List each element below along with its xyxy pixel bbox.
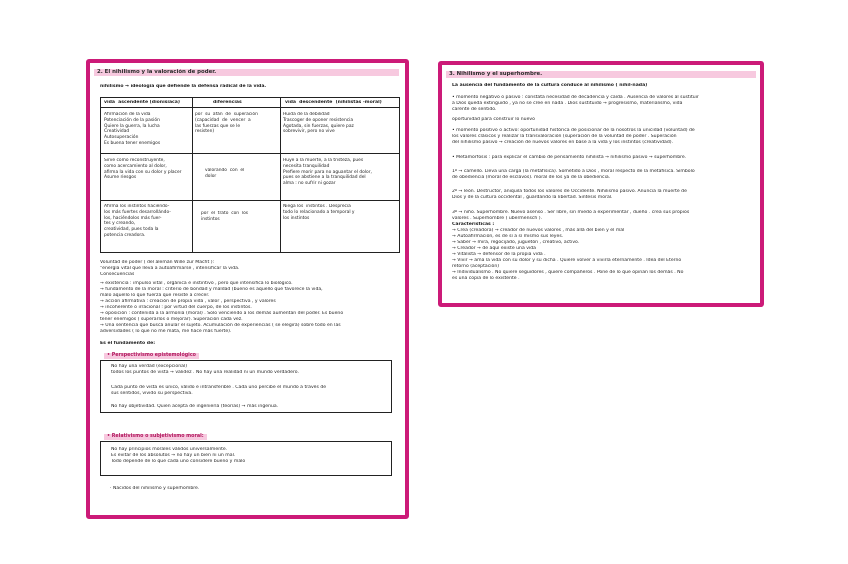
note-line: • momento positivo o activo: oportunidad histórica de posicionar de la nosotros la unicidad (voluntad) de (452, 128, 695, 133)
table-header-cell: vida ascendente (dionisíaca) (104, 100, 180, 105)
consequence-item: → acción afirmativa : creación de propia vida , valor , perspectiva , y valores (100, 299, 276, 304)
note-line: retorno (aceptación) (452, 264, 500, 269)
box-line: Cada punto de vista es único, válido e intransferible . Cada uno percibe el mundo a través de (111, 385, 327, 390)
table-header-cell: vida descendente (nihilistas -moral) (285, 100, 382, 105)
note-line: Características : (452, 222, 495, 227)
perspectivismo-box (100, 360, 392, 413)
notes-page-right (438, 61, 764, 307)
consequence-item: malo aquello lo que fuerza que resiste a crecer. (100, 293, 210, 298)
box-line: No hay objetividad. Quien acepta de ingeniería (teorías) → más ingenua. (111, 404, 279, 409)
box-line: sus sentidos, vivido su perspectiva. (111, 391, 193, 396)
box-line: Es evitar de los absolutos → no hay un bien ni un mal. (111, 453, 236, 458)
note-line: → Saber → mira, regocijado, juguetón , creativo, activo. (452, 240, 580, 245)
consequence-item: tener enemigos ( superarlos o mejorar). Superación cada vez. (100, 317, 243, 322)
table-cell: Huye a la muerte, a la tristeza, pues necesita tranquilidad Prefiere morir para no aguantar el dolor, pues se abstiene a la tranquilidad del alma : no sufrir ni gozar (283, 158, 372, 187)
note-line: a Dios queda extinguido , ya no se cree en nada . Dios sustituido → progresismo, materialismo, vida (452, 101, 683, 106)
nihilism-intro: La ausencia del fundamento de la cultura conduce al nihilismo ( nihil-nada) (452, 83, 648, 88)
section-heading: 3. Nihilismo y el superhombre. (446, 71, 756, 78)
note-line: valores . Superhombre ( übermensch ). (452, 216, 543, 221)
note-line: → Vitalista → defensor de la propia vida . (452, 252, 546, 257)
note-line: Dios y de la cultura occidental , guardando la libertad. Sintesis moral. (452, 195, 613, 200)
voluntad-line: Consecuencias (100, 272, 135, 277)
section-heading: 2. El nihilismo y la valoración de poder. (94, 69, 399, 76)
table-cell: Huida de la debilidad Trascoger de oponer resistencia Agotada, sin fuerzas, quiere paz sobrevivir, pero no vive (283, 112, 354, 135)
consequence-item: → Una sentencia que busca anular el sujeto. Acumulación de experiencias ( se elegirá) sobre todo en las (100, 323, 341, 328)
consequence-item: → existencia : impulso vital , orgánica e instintivo , pero que intensifica lo biológico. (100, 281, 293, 286)
table-cell: Afirmación de la vida Potenciación de la pasión Quiere la guerra, la lucha Creatividad Autosuperación Es buena tener enemigos (104, 112, 161, 146)
table-cell: Niega los instintos . Desprecia todo lo relacionado a temporal y los instintos (283, 204, 355, 221)
note-line: → Vivir → ama la vida con su dolor y su dicha . Quiere volver a vivirla eternamente . Idea del Eterno (452, 258, 682, 263)
note-line: del nihilismo pasivo → creación de nuevos valores en base a la vida y los instintos (creatividad). (452, 140, 673, 145)
table-divider (101, 200, 399, 201)
note-line: 1º → camello. Lleva una carga (la metafísica). Sometido a Dios , moral respecto de la metafísica. Símbolo (452, 169, 695, 174)
notes-page-left (86, 59, 409, 519)
box-line: No hay principios morales válidos universalmente. (111, 447, 228, 452)
relativismo-box (100, 441, 392, 476)
box-line: todos los puntos de vista → validez . No hay una realidad ni un mundo verdadero. (111, 370, 299, 375)
perspectivismo-title: • Perspectivismo epistemológico (104, 353, 199, 359)
note-line: → Crea (creadora) → creador de nuevos valores , más allá del bien y el mal (452, 228, 625, 233)
note-line: 2º → león. Destructor, aniquila todos los valores de Occidente. Nihilismo pasivo. Anuncia la muerte de (452, 189, 687, 194)
table-divider (192, 98, 193, 252)
table-divider (101, 153, 399, 154)
table-cell: Afirma los instintos haciéndo- los más fuertes desarrollándo- los, haciéndolos más fuer- tes y creando, creatividad, pues toda la potencia creadora. (104, 204, 171, 238)
note-line: de obediencia (moral de esclavos). moral de los ya de la obediencia. (452, 175, 611, 180)
note-line: • Metamorfosis : para explicar el cambio de pensamiento nihilista → nihilismo pasivo → superhombre. (452, 155, 687, 160)
table-cell: Sirve como reconstruyente, como acercamiento al dolor, afirma la vida con su dolor y placer Asume riesgos (104, 158, 182, 181)
footer-note: · Nacidos del nihilismo y superhombre. (110, 486, 200, 491)
table-cell: por el trato con los instintos (201, 211, 249, 222)
voluntad-line: "energía vital que lleva a autoafirmarse , intensificar la vida. (100, 266, 240, 271)
table-header-cell: diferencias (213, 100, 242, 105)
table-cell: valorando con el dolor (205, 168, 245, 179)
note-line: carente de sentido. (452, 107, 497, 112)
table-divider (280, 98, 281, 252)
consequence-item: → oposición : contenida a la armonía (moral) . Solo venciendo a los demás aumentan del poder. Es bueno (100, 311, 344, 316)
consequence-item: → fundamento de la moral : criterio de bondad y maldad (bueno es aquello que favorece la vida, (100, 287, 323, 292)
nihilism-definition: nihilismo → ideología que defiende la defensa radical de la vida. (100, 84, 267, 89)
fundamento-title: Es el fundamento de: (100, 341, 156, 346)
note-line: → Creador → de aquí existe una vida (452, 246, 536, 251)
consequence-item: adversidades ( lo que no me mata, me hace más fuerte). (100, 329, 232, 334)
comparison-table (100, 97, 400, 253)
note-line: 3º → niño. Superhombre. Nuevo asenso . Ser libre, sin miedo a experimentar , dueño . crea sus propios (452, 210, 690, 215)
voluntad-line: Voluntad de poder ( del alemán Wille zur Macht ): (100, 260, 215, 265)
consequence-item: → incoherente o irracional : por virtud del cuerpo, de los instintos. (100, 305, 252, 310)
note-line: → Individualismo . No quiere seguidores , quiere compañeros . Pone de lo que opinan los demás . No (452, 270, 684, 275)
note-line: oportunidad para construir lo nuevo (452, 117, 535, 122)
box-line: No hay una verdad (excepcional) (111, 364, 188, 369)
note-line: es una copia de lo existente . (452, 276, 520, 281)
relativismo-title: • Relativismo o subjetivismo moral: (104, 434, 207, 440)
note-line: • momento negativo o pasivo : constata necesidad de decadencia y caída . Ausencia de valores al sustituir (452, 95, 699, 100)
box-line: Todo depende de lo que cada uno considere bueno y malo (111, 459, 246, 464)
table-cell: por su afán de superación (capacidad de vencer a las fuerzas que se le resisten) (195, 112, 258, 135)
note-line: → Autoafirmación, es de sí a sí mismo sus leyes. (452, 234, 564, 239)
note-line: los valores clásicos y realizar la transvaloración (superación de la voluntad de poder . Superación (452, 134, 677, 139)
